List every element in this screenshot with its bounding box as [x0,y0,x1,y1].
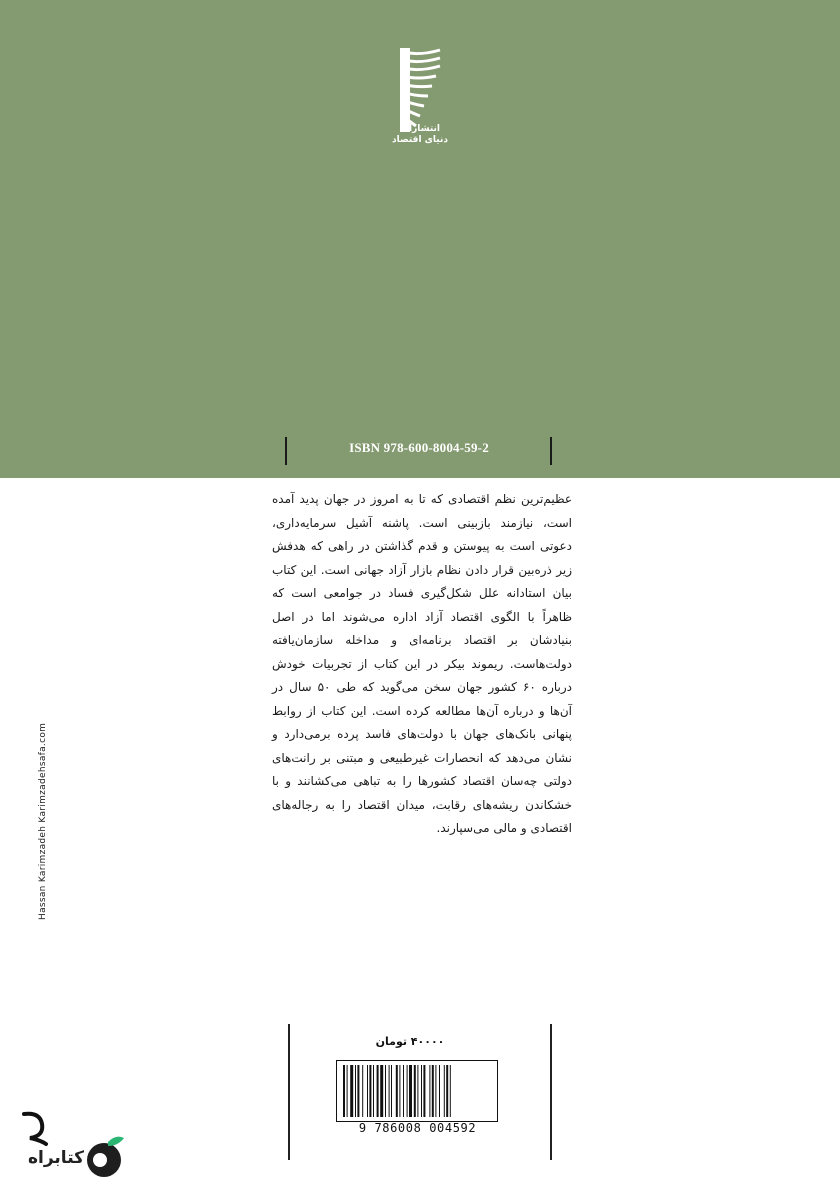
watermark-name: کتابراه [27,1148,85,1168]
publisher-name [385,124,455,146]
designer-signature-icon [16,1108,56,1148]
blurb-paragraph: عظیم‌ترین نظم اقتصادی که تا به امروز در جهان پدید آمده است، نیازمند بازبینی است. پاشنه آشیل سرمایه‌داری، دعوتی است به پیوستن و قدم گذاشتن در راهی که هدفش زیر ذره‌بین قرار دادن نظام بازار آزاد جهانی است. این کتاب بیان استادانه علل شکل‌گیری فساد در جوامعی است که ظاهراً با الگوی اقتصاد آزاد اداره می‌شوند اما در اصل بنیادشان بر اقتصاد برنامه‌ای و مداخله سازمان‌یافته دولت‌هاست. ریموند بیکر در این کتاب از تجربیات خودش درباره ۶۰ کشور جهان سخن می‌گوید که طی ۵۰ سال در آن‌ها و درباره آن‌ها مطالعه کرده است. این کتاب از روابط پنهانی بانک‌های جهان با دولت‌های فاسد پرده برمی‌دارد و نشان می‌دهد که انحصارات غیرطبیعی و مبتنی بر رانت‌های دولتی چه‌سان اقتصاد کشورها را به تباهی می‌کشانند و با خشکاندن ریشه‌های رقابت، میدان اقتصاد را به رجاله‌های اقتصادی و مالی می‌سپارند. [272,492,573,835]
price-left-rule [288,1024,290,1160]
barcode-digits: 9 786008 004592 [358,1121,477,1135]
barcode-bars [343,1065,491,1117]
publisher-name-line1: انتشارات [400,124,440,134]
back-cover-blurb [272,488,572,841]
isbn-text: ISBN 978-600-8004-59-2 [349,440,489,455]
publisher-name-line2: دنیای اقتصاد [392,135,448,145]
isbn-left-rule [285,437,287,465]
cover-top-band [0,0,840,478]
price-label: ۴۰۰۰۰ تومان [375,1035,445,1048]
ketabrah-logo-icon [86,1134,126,1180]
designer-credit: Hassan Karimzadeh Karimzadehsafa.com [38,722,48,920]
isbn-right-rule [550,437,552,465]
barcode [336,1060,498,1122]
price-right-rule [550,1024,552,1160]
